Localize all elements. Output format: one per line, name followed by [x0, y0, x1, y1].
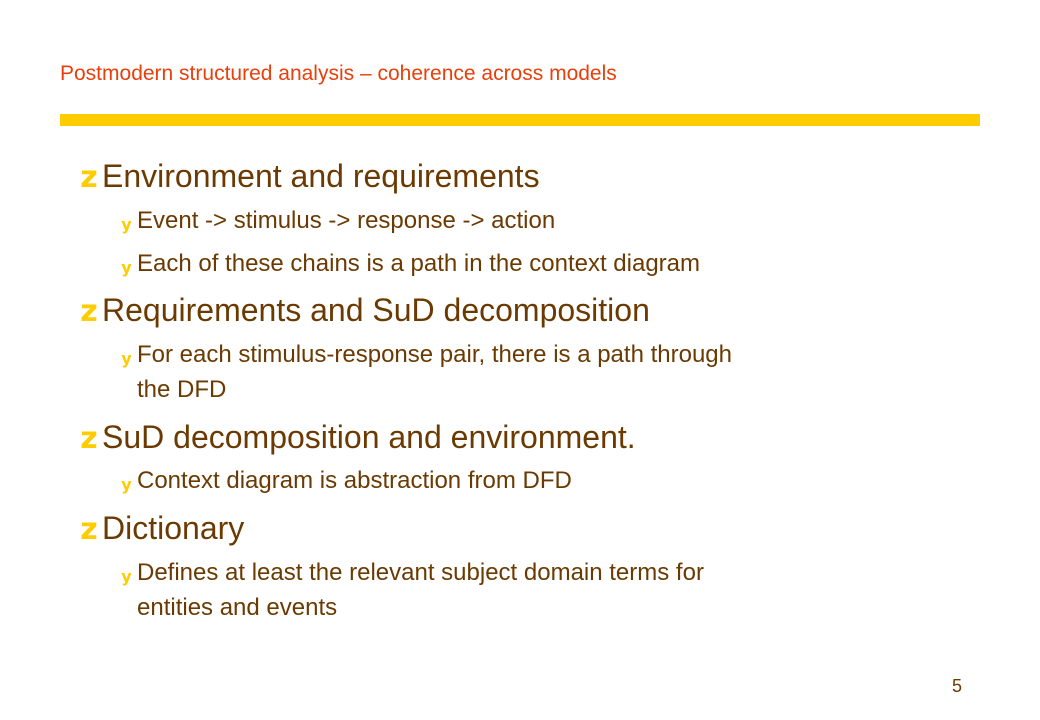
bullet-requirements-decomposition [76, 292, 650, 330]
bullet-marker-icon: z [80, 421, 98, 456]
bullet-environment-requirements [76, 158, 540, 196]
sub-bullet-text: Event -> stimulus -> response -> action [137, 207, 556, 234]
sub-bullet-marker-icon: y [121, 475, 132, 494]
sub-bullet-defines-terms [116, 559, 704, 587]
sub-bullet-marker-icon: y [121, 567, 132, 586]
bullet-decomposition-environment [76, 419, 636, 457]
sub-bullet-text: Each of these chains is a path in the context diagram [137, 250, 701, 277]
sub-bullet-text: Defines at least the relevant subject domain terms for [137, 559, 704, 586]
bullet-marker-icon: z [80, 160, 98, 195]
bullet-text: SuD decomposition and environment. [102, 419, 636, 455]
sub-bullet-continuation: the DFD [137, 376, 227, 403]
sub-bullet-continuation: entities and events [137, 594, 338, 621]
bullet-marker-icon: z [80, 512, 98, 547]
slide-title: Postmodern structured analysis – coherence across models [60, 62, 617, 85]
bullet-dictionary [76, 510, 244, 548]
bullet-text: Environment and requirements [102, 158, 540, 194]
sub-bullet-text: Context diagram is abstraction from DFD [137, 467, 572, 494]
sub-bullet-marker-icon: y [121, 258, 132, 277]
sub-bullet-context-abstraction [116, 467, 572, 495]
sub-bullet-event-chain [116, 207, 555, 235]
page-number: 5 [952, 676, 963, 696]
bullet-text: Dictionary [102, 510, 245, 546]
sub-bullet-stimulus-response [116, 341, 732, 369]
bullet-marker-icon: z [80, 294, 98, 329]
sub-bullet-context-path [116, 250, 700, 278]
sub-bullet-marker-icon: y [121, 349, 132, 368]
bullet-text: Requirements and SuD decomposition [102, 292, 650, 328]
sub-bullet-marker-icon: y [121, 215, 132, 234]
sub-bullet-text: For each stimulus-response pair, there is a path through [137, 341, 732, 368]
